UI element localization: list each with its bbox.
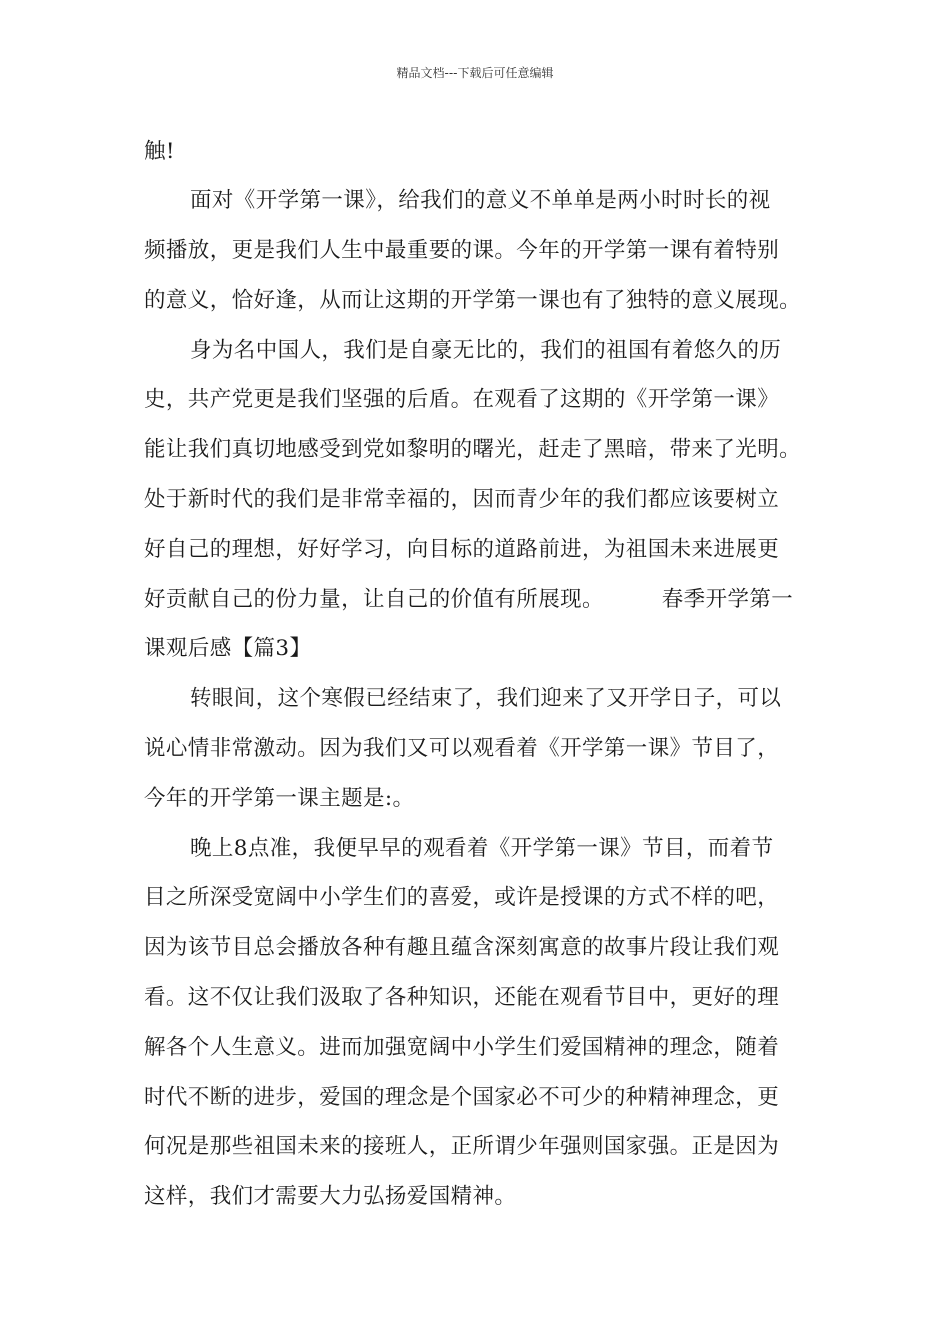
text-line: 目之所深受宽阔中小学生们的喜爱，或许是授课的方式不样的吧，	[144, 885, 780, 910]
text-line: 身为名中国人，我们是自豪无比的，我们的祖国有着悠久的历	[190, 338, 782, 363]
text-line: 晚上8点准，我便早早的观看着《开学第一课》节目，而着节	[190, 836, 774, 861]
text-line: 今年的开学第一课主题是:。	[144, 786, 415, 811]
text-line: 看。这不仅让我们汲取了各种知识，还能在观看节目中，更好的理	[144, 985, 780, 1010]
text-line: 频播放，更是我们人生中最重要的课。今年的开学第一课有着特别	[144, 238, 780, 263]
text-line: 解各个人生意义。进而加强宽阔中小学生们爱国精神的理念，随着	[144, 1035, 780, 1060]
text-line: 面对《开学第一课》，给我们的意义不单单是两小时时长的视	[190, 188, 771, 213]
text-line: 时代不断的进步，爱国的理念是个国家必不可少的种精神理念，更	[144, 1085, 780, 1110]
text-line: 因为该节目总会播放各种有趣且蕴含深刻寓意的故事片段让我们观	[144, 935, 780, 960]
text-line: 转眼间，这个寒假已经结束了，我们迎来了又开学日子，可以	[190, 686, 782, 711]
text-line: 何况是那些祖国未来的接班人，正所谓少年强则国家强。正是因为	[144, 1134, 780, 1159]
text-line: 课观后感【篇3】	[144, 636, 312, 661]
text-line: 好自己的理想，好好学习，向目标的道路前进，为祖国未来进展更	[144, 537, 780, 562]
text-line: 触!	[144, 139, 175, 164]
text-line: 的意义，恰好逢，从而让这期的开学第一课也有了独特的意义展现。	[144, 288, 802, 313]
text-line: 这样，我们才需要大力弘扬爱国精神。	[144, 1184, 517, 1209]
text-line: 好贡献自己的份力量，让自己的价值有所展现。 春季开学第一	[144, 587, 794, 612]
text-line: 能让我们真切地感受到党如黎明的曙光，赶走了黑暗，带来了光明。	[144, 437, 802, 462]
text-line: 说心情非常激动。因为我们又可以观看着《开学第一课》节目了，	[144, 736, 780, 761]
text-line: 史，共产党更是我们坚强的后盾。在观看了这期的《开学第一课》	[144, 387, 780, 412]
text-line: 处于新时代的我们是非常幸福的，因而青少年的我们都应该要树立	[144, 487, 780, 512]
page-header: 精品文档---下载后可任意编辑	[396, 66, 554, 80]
